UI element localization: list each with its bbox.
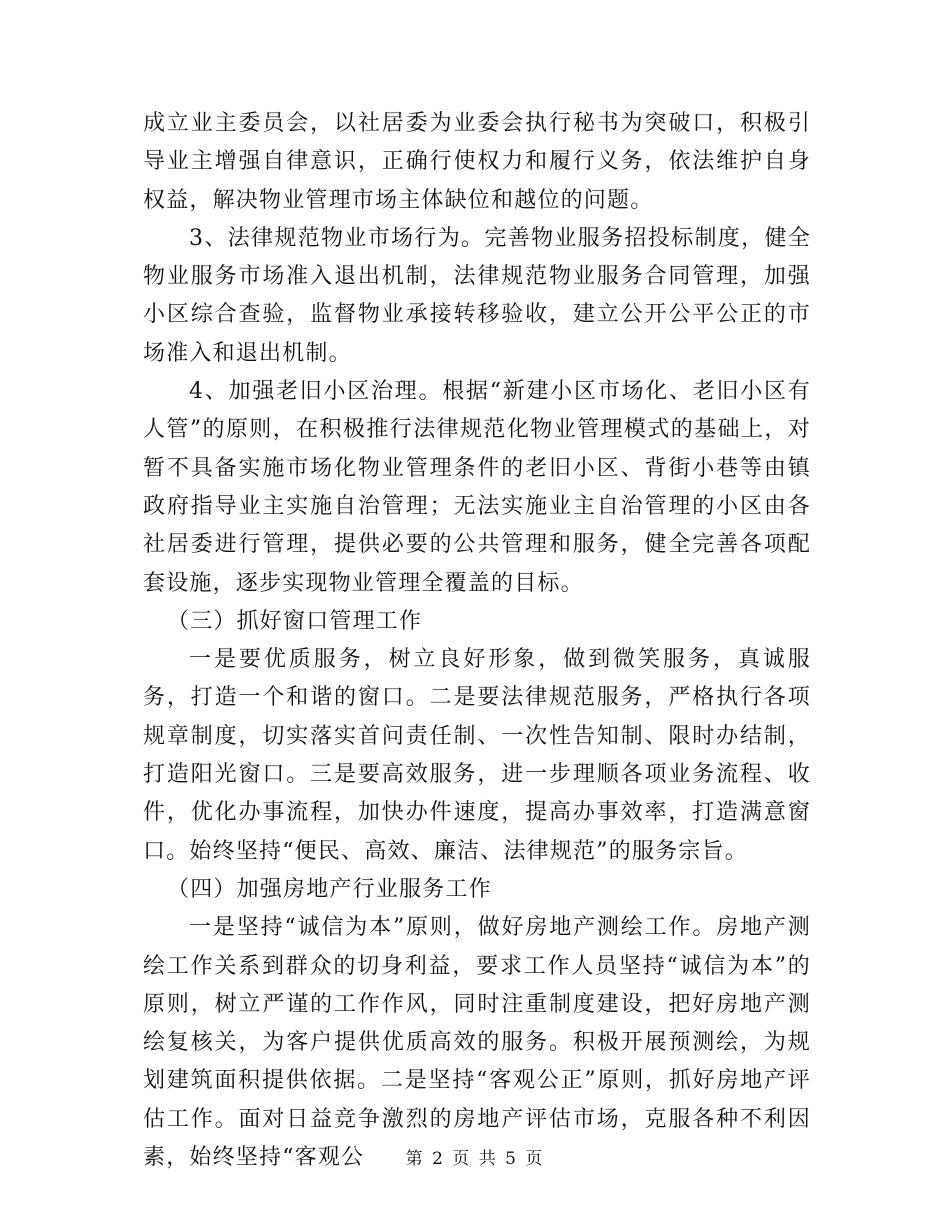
- section-heading-window-management: （三）抓好窗口管理工作: [167, 608, 423, 634]
- section-heading-real-estate-service: （四）加强房地产行业服务工作: [167, 876, 492, 902]
- page-footer: 第 2 页 共 5 页: [405, 1149, 545, 1169]
- paragraph-real-estate-surveying: 一是坚持“诚信为本”原则，做好房地产测绘工作。房地产测绘工作关系到群众的切身利益，要求工作人员坚持“诚信为本”的原则，树立严谨的工作作风，同时注重制度建设，把好房地产测绘复核关，为客户提供优质高效的服务。积极开展预测绘，为规划建筑面积提供依据。二是坚持“客观公正”原则，抓好房地产评估工作。面对日益竞争激烈的房地产评估市场，克服各种不利因素，始终坚持“客观公: [143, 915, 811, 1171]
- paragraph-committee-continued: 成立业主委员会，以社居委为业委会执行秘书为突破口，积极引导业主增强自律意识，正确行使权力和履行义务，依法维护自身权益，解决物业管理市场主体缺位和越位的问题。: [143, 111, 811, 213]
- document-body: [143, 105, 811, 1177]
- paragraph-window-service: 一是要优质服务，树立良好形象，做到微笑服务，真诚服务，打造一个和谐的窗口。二是要法律规范服务，严格执行各项规章制度，切实落实首问责任制、一次性告知制、限时办结制，打造阳光窗口。三是要高效服务，进一步理顺各项业务流程、收件，优化办事流程，加快办件速度，提高办事效率，打造满意窗口。始终坚持“便民、高效、廉洁、法律规范”的服务宗旨。: [143, 647, 811, 864]
- paragraph-market-regulation: 3、法律规范物业市场行为。完善物业服务招投标制度，健全物业服务市场准入退出机制，法律规范物业服务合同管理，加强小区综合查验，监督物业承接转移验收，建立公开公平公正的市场准入和退出机制。: [143, 225, 811, 366]
- paragraph-old-community-governance: 4、加强老旧小区治理。根据“新建小区市场化、老旧小区有人管”的原则，在积极推行法律规范化物业管理模式的基础上，对暂不具备实施市场化物业管理条件的老旧小区、背街小巷等由镇政府指导业主实施自治管理；无法实施业主自治管理的小区由各社居委进行管理，提供必要的公共管理和服务，健全完善各项配套设施，逐步实现物业管理全覆盖的目标。: [143, 379, 811, 596]
